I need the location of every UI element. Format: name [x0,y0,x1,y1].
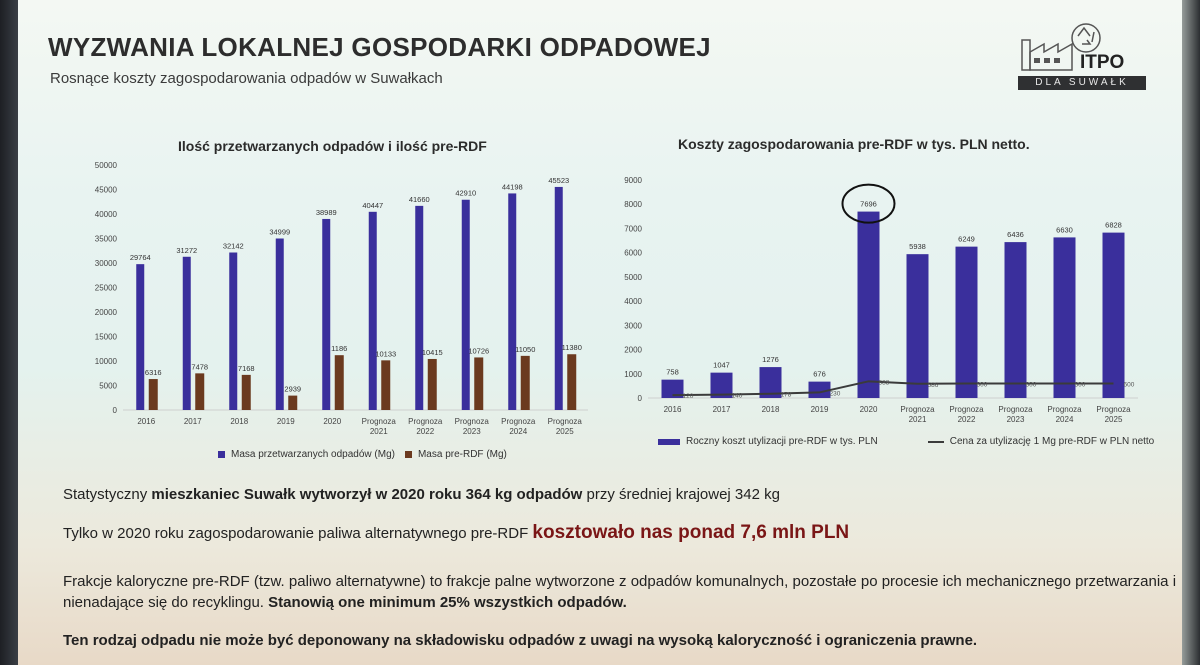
chart2-data-label-2: 1276 [762,355,779,365]
chart1-x-tick-label-5: Prognoza 2021 [361,417,396,436]
chart2-data-label-6: 6249 [958,234,975,244]
chart1-bar-s0-7 [462,200,470,410]
chart1-bar-s0-3 [276,239,284,410]
chart2-data-label-8: 6630 [1056,225,1073,235]
chart1-x-tick-label-1: 2017 [183,417,202,426]
chart2-x-tick-label-7: Prognoza 2023 [998,405,1033,424]
chart2-x-tick-label-6: Prognoza 2022 [949,405,984,424]
chart1-bar-s1-2 [242,375,251,410]
chart1-data-label-s1-4: 1186 [331,344,348,354]
chart1-x-tick-label-7: Prognoza 2023 [454,417,489,436]
chart1-x-tick-label-2: 2018 [230,417,249,426]
legal-paragraph: Ten rodzaj odpadu nie może być deponowany na składowisku odpadów z uwagi na wysoką kaloryczność i ograniczenia prawne. [63,632,978,649]
chart2-bar-7 [1005,242,1027,398]
chart1-legend [218,449,507,460]
chart2-y-tick-label-6: 6000 [624,248,642,258]
chart1-y-tick-label-5: 25000 [94,283,117,293]
legend-label-price: Cena za utylizację 1 Mg pre-RDF w PLN netto [949,436,1155,447]
chart1-data-label-s1-1: 7478 [191,362,209,372]
chart2-title: Koszty zagospodarowania pre-RDF w tys. PLN netto. [678,136,1030,152]
chart1-x-tick-label-4: 2020 [323,417,342,426]
chart1-data-label-s1-9: 11380 [561,343,582,353]
chart1-data-label-s0-9: 45523 [548,175,570,185]
chart2-y-tick-label-3: 3000 [624,321,642,331]
stat-text-a: Statystyczny [63,486,152,503]
chart1-svg [78,155,598,445]
chart2-x-tick-label-0: 2016 [663,405,682,414]
chart1-y-tick-label-0: 0 [112,406,117,415]
chart2-x-tick-label-2: 2018 [761,405,780,414]
chart2-data-label-3: 676 [813,369,826,379]
chart2-x-tick-label-8: Prognoza 2024 [1047,405,1082,424]
chart1-bar-s0-0 [136,264,144,410]
chart1-data-label-s0-5: 40447 [362,200,384,210]
chart1-data-label-s1-7: 10726 [468,346,490,356]
chart2-y-tick-label-5: 5000 [624,272,642,282]
page-title: WYZWANIA LOKALNEJ GOSPODARKI ODPADOWEJ [48,32,711,62]
chart1-data-label-s1-6: 10415 [421,347,443,357]
chart2-svg [606,170,1146,430]
fraction-text-a: Frakcje kaloryczne pre-RDF (tzw. paliwo alternatywne) to frakcje palne wytworzone z odpadów komunalnych, pozostałe po procesie ich mechanicznego przetwarzania i nienadające się do recyklingu. [63,573,1177,611]
chart2-x-tick-label-3: 2019 [810,405,829,414]
chart2-line-label-9: 600 [1123,381,1135,389]
chart1-y-tick-label-8: 40000 [94,210,117,219]
chart2-line-label-6: 600 [976,381,988,389]
chart2-bar-5 [907,254,929,398]
chart2-line-label-4: 688 [878,379,890,387]
chart2-y-tick-label-4: 4000 [624,297,642,307]
chart2-legend [658,436,1154,447]
chart2-y-tick-label-8: 8000 [624,200,642,210]
chart2-y-tick-label-1: 1000 [624,369,642,379]
chart1-x-tick-label-6: Prognoza 2022 [408,417,443,436]
chart1-bar-s0-5 [369,212,377,410]
chart1-data-label-s0-1: 31272 [176,245,198,255]
stat-text-b: mieszkaniec Suwałk wytworzył w 2020 roku 364 kg odpadów [151,486,583,503]
chart2-y-tick-label-9: 9000 [624,176,642,185]
chart1-bar-s1-4 [335,355,344,410]
chart1-bar-s1-0 [149,379,158,410]
chart1-data-label-s1-2: 7168 [237,363,255,373]
chart1-bar-s0-6 [415,206,423,410]
legend-label-waste: Masa przetwarzanych odpadów (Mg) [231,449,395,460]
chart2-line-label-5: 586 [927,381,939,389]
logo-text: ITPO [1080,52,1125,73]
chart1-y-tick-label-9: 45000 [94,185,117,195]
chart1-bar-s0-9 [555,187,563,410]
chart1-data-label-s0-7: 42910 [455,188,477,198]
slide [18,0,1182,665]
chart1-data-label-s0-4: 38989 [315,207,337,217]
chart1-data-label-s0-3: 34999 [269,227,291,237]
legend-label-prerdf: Masa pre-RDF (Mg) [417,449,507,460]
chart2-x-tick-label-4: 2020 [859,405,878,414]
chart2-y-tick-label-7: 7000 [624,224,642,234]
chart1-x-tick-label-3: 2019 [276,417,295,426]
chart1-bar-s1-1 [195,373,204,410]
chart1-bar-s0-2 [229,253,237,410]
fraction-text-b: Stanowią one minimum 25% wszystkich odpadów. [268,594,627,611]
chart2-data-label-5: 5938 [909,242,926,252]
chart1-data-label-s0-2: 32142 [222,241,244,251]
page-subtitle: Rosnące koszty zagospodarowania odpadów w Suwałkach [50,70,443,87]
chart2-bar-4 [858,212,880,398]
chart1-y-tick-label-4: 20000 [94,308,117,317]
chart2-x-tick-label-9: Prognoza 2025 [1096,405,1131,424]
chart1-data-label-s0-6: 41660 [408,194,430,204]
chart2-data-label-7: 6436 [1007,230,1024,240]
chart1-bar-s1-9 [567,354,576,410]
legend-line-price [928,441,944,443]
chart2-line-label-0: 120 [682,393,694,401]
chart1-data-label-s1-5: 10133 [375,349,397,359]
chart1-y-tick-label-3: 15000 [94,332,117,342]
chart2-line-label-8: 600 [1074,381,1086,389]
chart2-bar-6 [956,247,978,398]
legend-swatch-prerdf [405,451,412,458]
chart2-y-tick-label-2: 2000 [624,345,642,355]
chart1-y-tick-label-1: 5000 [99,381,117,391]
chart2-line-label-1: 140 [731,392,743,400]
chart2-line-label-7: 600 [1025,381,1037,389]
chart1-x-tick-label-0: 2016 [137,417,156,426]
chart2-data-label-1: 1047 [713,360,730,370]
legend-swatch-cost [658,439,680,445]
chart1-data-label-s1-3: 2939 [284,384,302,394]
chart1-y-tick-label-7: 35000 [94,234,117,244]
fraction-paragraph [63,571,1182,613]
chart1-data-label-s0-0: 29764 [129,253,151,263]
legend-swatch-waste [218,451,225,458]
chart2-data-label-4: 7696 [860,199,877,209]
legend-label-cost: Roczny koszt utylizacji pre-RDF w tys. PLN [686,436,878,447]
chart2-data-label-9: 6828 [1105,220,1122,230]
cost-text-a: Tylko w 2020 roku zagospodarowanie paliwa alternatywnego pre-RDF [63,525,533,542]
chart1-title: Ilość przetwarzanych odpadów i ilość pre-RDF [178,138,487,154]
chart1-bar-s1-7 [474,357,483,410]
chart1-data-label-s1-8: 11050 [515,344,536,354]
chart1-x-tick-label-9: Prognoza 2025 [547,417,582,436]
cost-paragraph [63,522,849,544]
chart2-line-label-2: 178 [780,391,792,399]
chart2-y-tick-label-0: 0 [637,394,642,403]
chart1-y-tick-label-6: 30000 [94,259,117,268]
chart1-bar-s1-8 [521,356,530,410]
chart2-x-tick-label-1: 2017 [712,405,731,414]
chart2-x-tick-label-5: Prognoza 2021 [900,405,935,424]
chart1-bar-s0-1 [183,257,191,410]
chart1-data-label-s1-0: 6316 [144,368,162,378]
cost-text-b: kosztowało nas ponad 7,6 mln PLN [532,522,850,543]
stat-text-c: przy średniej krajowej 342 kg [582,486,780,503]
chart1-x-tick-label-8: Prognoza 2024 [501,417,536,436]
chart2-line-label-3: 230 [829,390,841,398]
chart1-bar-s0-8 [508,193,516,410]
logo-band: DLA SUWAŁK [1018,76,1146,90]
stat-paragraph [63,486,780,503]
chart1-bar-s0-4 [322,219,330,410]
chart1-bar-s1-5 [381,360,390,410]
chart1-bar-s1-3 [288,396,297,410]
chart2-bar-9 [1103,233,1125,398]
chart2-bar-8 [1054,237,1076,398]
chart2-data-label-0: 758 [666,367,679,377]
chart1-data-label-s0-8: 44198 [501,182,523,192]
chart1-bar-s1-6 [428,359,437,410]
chart1-y-tick-label-10: 50000 [94,161,117,170]
chart1-y-tick-label-2: 10000 [94,357,117,366]
